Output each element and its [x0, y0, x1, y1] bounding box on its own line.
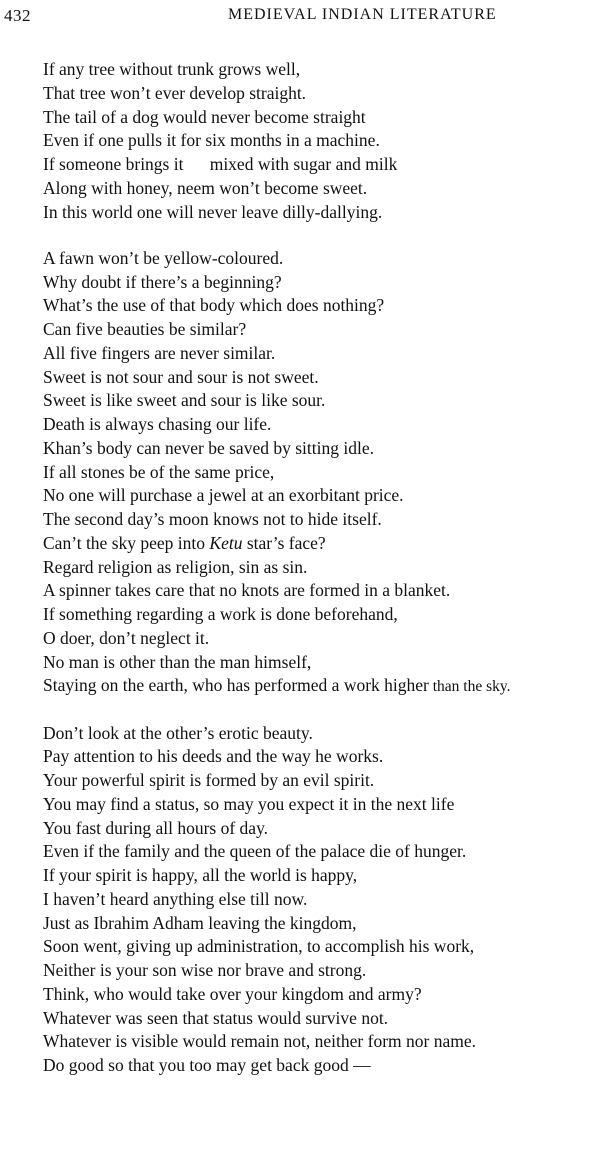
poem-line: Along with honey, neem won’t become sweet.	[43, 177, 368, 198]
poem-line: Can five beauties be similar?	[43, 319, 247, 339]
poem-line: You fast during all hours of day.	[43, 817, 269, 838]
poem-line: Soon went, giving up administration, to accomplish his work,	[43, 936, 475, 957]
poem-line: Death is always chasing our life.	[43, 414, 272, 434]
poem-line: You may find a status, so may you expect it in the next life	[43, 793, 455, 814]
stanza-2	[43, 247, 599, 699]
page-header	[0, 6, 600, 34]
poem-line: Why doubt if there’s a beginning?	[43, 271, 282, 292]
poem-line: Even if one pulls it for six months in a machine.	[43, 130, 380, 151]
poem-line: Even if the family and the queen of the palace die of hunger.	[43, 841, 467, 862]
poem-line: No one will purchase a jewel at an exorbitant price.	[43, 485, 404, 506]
poem-line: Just as Ibrahim Adham leaving the kingdom,	[43, 912, 357, 933]
poem-line: O doer, don’t neglect it.	[43, 627, 210, 648]
poem-line: Khan’s body can never be saved by sitting idle.	[43, 437, 374, 458]
poem-body	[43, 58, 599, 1100]
stanza-1	[43, 58, 599, 224]
poem-line: That tree won’t ever develop straight.	[43, 82, 307, 103]
poem-line: Do good so that you too may get back good —	[43, 1055, 371, 1075]
poem-line: If any tree without trunk grows well,	[43, 59, 301, 79]
poem-line: Sweet is like sweet and sour is like sour.	[43, 390, 326, 411]
poem-line-ketu	[43, 532, 599, 556]
ketu-before: Can’t the sky peep into	[43, 532, 210, 553]
poem-line: Regard religion as religion, sin as sin.	[43, 556, 308, 577]
poem-line: Neither is your son wise nor brave and strong.	[43, 960, 367, 980]
poem-line-last	[43, 674, 599, 699]
poem-line: What’s the use of that body which does nothing?	[43, 295, 385, 316]
ketu-italic: Ketu	[209, 532, 243, 553]
poem-line: In this world one will never leave dilly-dallying.	[43, 201, 383, 222]
poem-line: If something regarding a work is done beforehand,	[43, 604, 398, 624]
poem-line: A spinner takes care that no knots are formed in a blanket.	[43, 580, 451, 601]
poem-line: The tail of a dog would never become straight	[43, 106, 366, 127]
poem-line: If your spirit is happy, all the world is happy,	[43, 865, 358, 885]
last-line-main: Staying on the earth, who has performed a work higher	[43, 675, 429, 696]
ketu-after: star’s face?	[242, 532, 326, 553]
poem-line: Pay attention to his deeds and the way he works.	[43, 746, 384, 767]
poem-line: Sweet is not sour and sour is not sweet.	[43, 366, 319, 387]
poem-line: Whatever is visible would remain not, neither form nor name.	[43, 1031, 476, 1052]
poem-line: If someone brings it mixed with sugar and milk	[43, 154, 398, 174]
last-line-small: than the sky.	[428, 678, 511, 696]
running-head: MEDIEVAL INDIAN LITERATURE	[228, 6, 497, 23]
poem-line: All five fingers are never similar.	[43, 342, 276, 363]
poem-line: I haven’t heard anything else till now.	[43, 888, 308, 909]
poem-line: A fawn won’t be yellow-coloured.	[43, 247, 284, 268]
poem-line: The second day’s moon knows not to hide itself.	[43, 509, 382, 529]
poem-line: If all stones be of the same price,	[43, 461, 275, 482]
poem-line: Your powerful spirit is formed by an evil spirit.	[43, 770, 375, 790]
poem-line: No man is other than the man himself,	[43, 651, 312, 672]
poem-line: Think, who would take over your kingdom and army?	[43, 983, 422, 1004]
poem-line: Don’t look at the other’s erotic beauty.	[43, 722, 313, 743]
poem-line: Whatever was seen that status would survive not.	[43, 1007, 389, 1028]
page-number: 432	[4, 6, 31, 25]
stanza-3	[43, 722, 599, 1078]
